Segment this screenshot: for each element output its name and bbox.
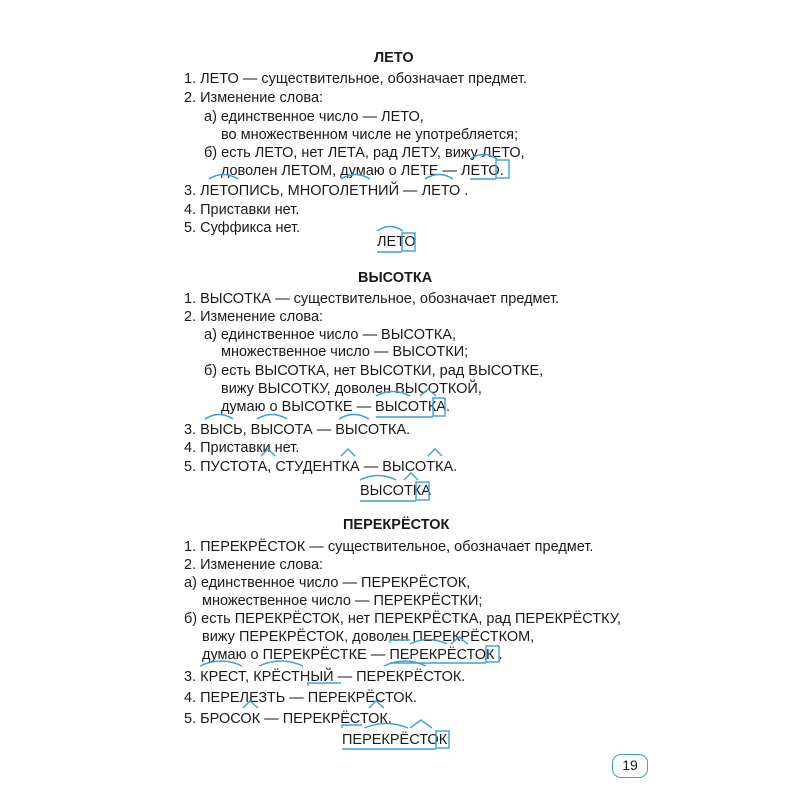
vysotka-line-6: вижу ВЫСОТКУ, доволен ВЫСОТКОЙ,	[221, 381, 482, 397]
leto-line-7: 3. ЛЕТОПИСЬ, МНОГОЛЕТНИЙ — ЛЕТО .	[184, 183, 469, 199]
vysotka-line-5: б) есть ВЫСОТКА, нет ВЫСОТКИ, рад ВЫСОТКЕ,	[204, 363, 544, 379]
section-title-vysotka: ВЫСОТКА	[358, 270, 433, 286]
leto-line-3: а) единственное число — ЛЕТО,	[204, 109, 424, 125]
section-title-leto: ЛЕТО	[374, 50, 414, 66]
perekrestok-line-8: 3. КРЕСТ, КРЁСТНЫЙ — ПЕРЕКРЁСТОК.	[184, 669, 466, 685]
perekrestok-line-9: 4. ПЕРЕЛЕЗТЬ — ПЕРЕКРЁСТОК.	[184, 690, 417, 706]
vysotka-l10-suffix-hat-2	[341, 449, 355, 456]
leto-line-5: б) есть ЛЕТО, нет ЛЕТА, рад ЛЕТУ, вижу ЛЕТО,	[204, 145, 525, 161]
vysotka-line-2: 2. Изменение слова:	[184, 309, 324, 325]
perekrestok-line-10: 5. БРОСОК — ПЕРЕКРЁСТОК.	[184, 711, 392, 727]
perekrestok-line-4: множественное число — ПЕРЕКРЁСТКИ;	[202, 593, 483, 609]
leto-line-6: доволен ЛЕТОМ, думаю о ЛЕТЕ — ЛЕТО.	[221, 163, 504, 179]
vysotka-line-10: 5. ПУСТОТА, СТУДЕНТКА — ВЫСОТКА.	[184, 459, 458, 475]
perekrestok-line-2: 2. Изменение слова:	[184, 557, 324, 573]
perekrestok-line-6: вижу ПЕРЕКРЁСТОК, доволен ПЕРЕКРЁСТКОМ,	[202, 629, 535, 645]
perekrestok-scheme-word: ПЕРЕКРЁСТОК	[342, 732, 448, 748]
perekrestok-line-3: а) единственное число — ПЕРЕКРЁСТОК,	[184, 575, 471, 591]
leto-scheme-word: ЛЕТО	[377, 234, 416, 250]
perekrestok-line-5: б) есть ПЕРЕКРЁСТОК, нет ПЕРЕКРЁСТКА, рад ПЕРЕКРЁСТКУ,	[184, 611, 622, 627]
leto-line-9: 5. Суффикса нет.	[184, 220, 301, 236]
perekrestok-line-7: думаю о ПЕРЕКРЁСТКЕ — ПЕРЕКРЁСТОК .	[202, 647, 503, 663]
page-number: 19	[612, 754, 648, 778]
leto-line-8: 4. Приставки нет.	[184, 202, 300, 218]
leto-line-4: во множественном числе не употребляется;	[221, 127, 519, 143]
vysotka-line-1: 1. ВЫСОТКА — существительное, обозначает предмет.	[184, 291, 560, 307]
perekrestok-line-1: 1. ПЕРЕКРЁСТОК — существительное, обозначает предмет.	[184, 539, 594, 555]
section-title-perekrestok: ПЕРЕКРЁСТОК	[343, 517, 450, 533]
vysotka-line-9: 4. Приставки нет.	[184, 440, 300, 456]
vysotka-l10-suffix-hat-3	[428, 449, 442, 456]
leto-line-1: 1. ЛЕТО — существительное, обозначает предмет.	[184, 71, 527, 87]
vysotka-line-8: 3. ВЫСЬ, ВЫСОТА — ВЫСОТКА.	[184, 422, 411, 438]
vysotka-scheme-word: ВЫСОТКА	[360, 483, 431, 499]
vysotka-line-7: думаю о ВЫСОТКЕ — ВЫСОТКА.	[221, 399, 450, 415]
leto-scheme-root-arc	[377, 227, 403, 232]
vysotka-scheme-root-arc	[360, 476, 396, 481]
leto-line-2: 2. Изменение слова:	[184, 90, 324, 106]
vysotka-line-3: а) единственное число — ВЫСОТКА,	[204, 327, 456, 343]
perekrestok-scheme-suffix-hat	[410, 720, 432, 728]
vysotka-line-4: множественное число — ВЫСОТКИ;	[221, 344, 469, 360]
